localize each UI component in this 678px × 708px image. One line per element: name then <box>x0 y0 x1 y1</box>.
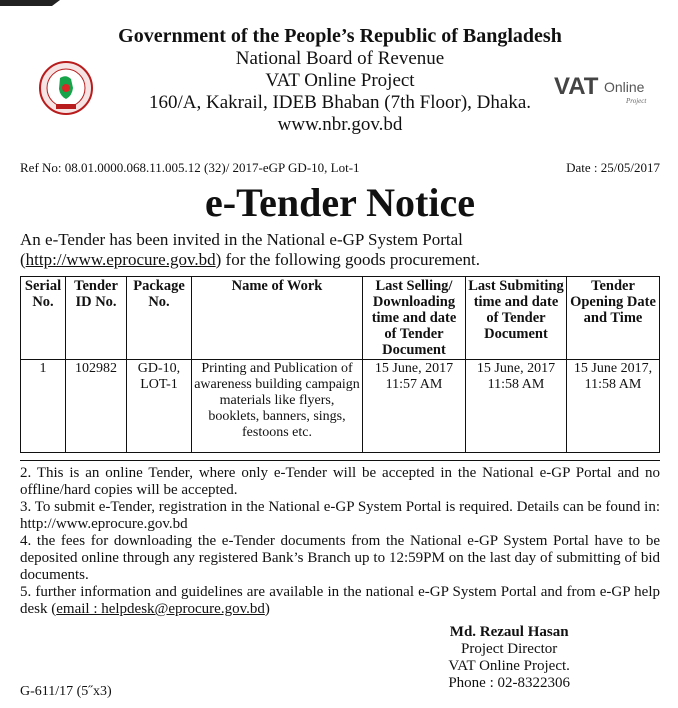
eprocure-link[interactable]: http://www.eprocure.gov.bd <box>25 250 216 269</box>
signatory-title: Project Director <box>461 641 558 657</box>
col-last-selling: Last Selling/ Downloading time and date of Tender Document <box>363 277 466 360</box>
website-heading: www.nbr.gov.bd <box>277 114 403 135</box>
vat-online-logo <box>554 66 654 110</box>
cell-last-submitting: 15 June, 2017 11:58 AM <box>466 360 567 453</box>
col-serial: Serial No. <box>21 277 66 360</box>
col-tender-id: Tender ID No. <box>66 277 127 360</box>
notice-date: Date : 25/05/2017 <box>566 160 660 175</box>
top-edge-mark <box>0 0 60 6</box>
nbr-heading: National Board of Revenue <box>235 48 445 69</box>
note-3: 3. To submit e-Tender, registration in the National e-GP System Portal is required. Details can be found in: http://www.eprocure.gov.bd <box>20 499 660 532</box>
cell-tender-id: 102982 <box>66 360 127 453</box>
tender-notice <box>20 24 660 704</box>
col-opening: Tender Opening Date and Time <box>567 277 660 360</box>
signatory-name: Md. Rezaul Hasan <box>449 624 569 640</box>
page-title: e-Tender Notice <box>205 180 475 225</box>
government-seal-icon <box>38 60 94 116</box>
note-4: 4. the fees for downloading the e-Tender documents from the National e-GP System Portal have to be deposited online through any registered Bank’s Branch up to 12:59PM on the last day of submitting of bid documents. <box>20 533 660 583</box>
helpdesk-email-link[interactable]: email : helpdesk@eprocure.gov.bd <box>56 601 265 617</box>
cell-opening: 15 June 2017, 11:58 AM <box>567 360 660 453</box>
govt-heading: Government of the People’s Republic of Bangladesh <box>118 25 562 47</box>
address-heading: 160/A, Kakrail, IDEB Bhaban (7th Floor), Dhaka. <box>148 92 532 113</box>
cell-name-of-work: Printing and Publication of awareness building campaign materials like flyers, booklets, banners, sings, festoons etc. <box>192 360 363 453</box>
signatory-org: VAT Online Project. <box>448 658 570 674</box>
cell-package: GD-10, LOT-1 <box>127 360 192 453</box>
col-package: Package No. <box>127 277 192 360</box>
cell-last-selling: 15 June, 2017 11:57 AM <box>363 360 466 453</box>
col-last-submitting: Last Submiting time and date of Tender Document <box>466 277 567 360</box>
svg-text:Online: Online <box>604 79 645 95</box>
note-5: 5. further information and guidelines are available in the national e-GP System Portal and from e-GP help desk (email : helpdesk@eprocure.gov.bd) <box>20 584 660 617</box>
notes-section <box>20 460 660 618</box>
svg-text:VAT: VAT <box>554 73 599 100</box>
table-row <box>21 360 660 453</box>
ad-code: G-611/17 (5˝x3) <box>20 684 112 699</box>
note-2: 2. This is an online Tender, where only e-Tender will be accepted in the National e-GP Portal and no offline/hard copies will be accepted. <box>20 465 660 498</box>
tender-table <box>20 276 660 453</box>
reference-row <box>20 160 660 176</box>
project-heading: VAT Online Project <box>265 70 415 91</box>
table-header-row <box>21 277 660 360</box>
signatory-phone: Phone : 02-8322306 <box>448 675 570 691</box>
col-name-of-work: Name of Work <box>192 277 363 360</box>
svg-text:Project: Project <box>626 97 647 105</box>
ref-number: Ref No: 08.01.0000.068.11.005.12 (32)/ 2017-eGP GD-10, Lot-1 <box>20 160 360 175</box>
intro-paragraph: An e-Tender has been invited in the National e-GP System Portal (http://www.eprocure.gov.bd) for the following goods procurement. <box>20 230 481 269</box>
cell-serial: 1 <box>21 360 66 453</box>
signature-block <box>448 624 570 692</box>
